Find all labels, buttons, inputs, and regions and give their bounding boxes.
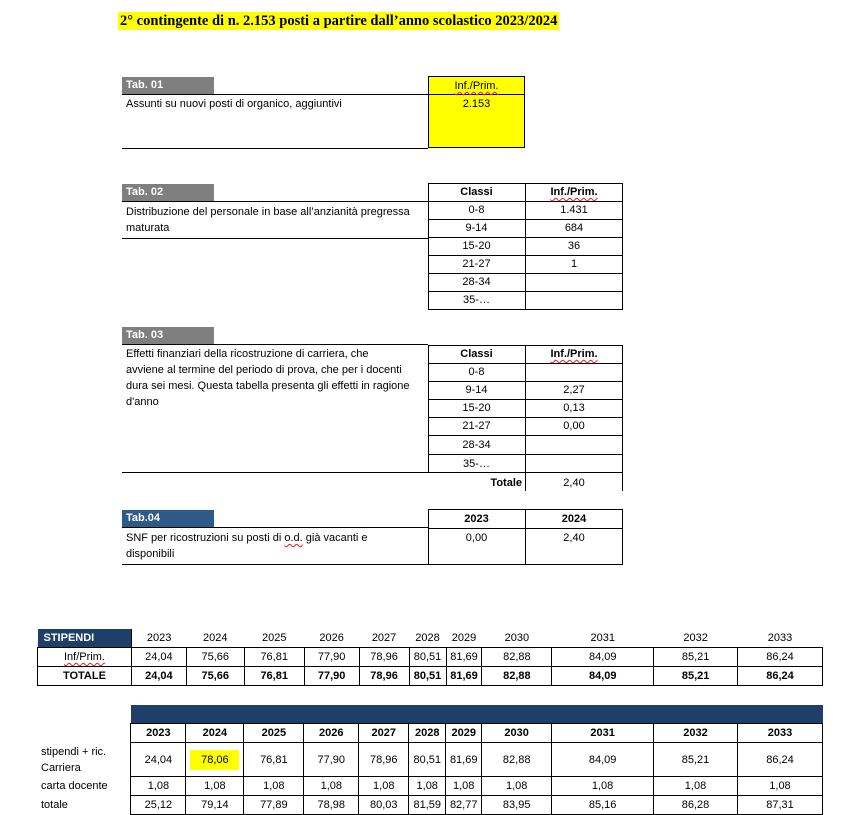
tab02-description-2: maturata: [126, 222, 170, 234]
table-cell: 81,69: [446, 743, 482, 777]
year-header: 2024: [186, 724, 244, 743]
spacer-cell: [37, 724, 131, 743]
tab01-col-header: Inf./Prim.: [454, 80, 499, 92]
table-cell: 81,69: [446, 667, 482, 686]
stipendi-header-row: [38, 629, 823, 648]
tab02-value: 1: [570, 258, 578, 270]
tab01-label: Tab. 01: [122, 77, 214, 94]
year-header: 2031: [590, 632, 615, 644]
year-header: 2025: [261, 632, 287, 644]
row-label-line: stipendi + ric.: [41, 745, 107, 758]
year-header: 2026: [304, 724, 359, 743]
table-cell: 86,24: [738, 648, 823, 667]
table-cell: 84,09: [552, 667, 654, 686]
table-cell: 78,96: [359, 667, 409, 686]
tab04-year: 2024: [561, 513, 587, 525]
year-header: 2032: [654, 724, 738, 743]
tab03-col-classi: Classi: [460, 348, 493, 360]
table-cell: 84,09: [552, 743, 654, 777]
table-cell: 81,69: [446, 648, 482, 667]
tab03-classe: 0-8: [468, 366, 485, 378]
tab03-description-line: d'anno: [126, 396, 159, 408]
table-cell: 77,90: [304, 743, 359, 777]
table-cell: 1,08: [244, 777, 304, 796]
year-header: 2027: [371, 632, 397, 644]
table-cell: 1,08: [186, 777, 244, 796]
tab01-bottom-rule: [122, 148, 428, 149]
year-header: 2023: [131, 724, 186, 743]
year-header: 2033: [767, 632, 793, 644]
tab03-totale-label: Totale: [490, 477, 522, 489]
tab02-classe: 0-8: [468, 204, 485, 216]
summary-year-row: [37, 724, 823, 743]
table-cell: 86,24: [737, 743, 822, 777]
tab02-value: 1.431: [560, 204, 588, 216]
tab03-totale-value: 2,40: [563, 477, 585, 489]
tab01-description: Assunti su nuovi posti di organico, aggiuntivi: [126, 98, 342, 110]
tab03-description-line: Effetti finanziari della ricostruzione di carriera, che: [126, 348, 369, 360]
table-cell: 1,08: [552, 777, 654, 796]
tab02-desc-rule: [122, 201, 428, 202]
tab03-value: 2,27: [563, 384, 585, 396]
table-cell: 86,24: [738, 667, 823, 686]
row-label: TOTALE: [38, 667, 132, 686]
tab02-classe: 9-14: [465, 222, 488, 234]
tab03-bottom-rule: [122, 472, 428, 473]
table-cell: 85,21: [654, 743, 738, 777]
table-cell: 25,12: [131, 796, 186, 815]
table-cell: 77,90: [304, 648, 359, 667]
table-cell: 86,28: [654, 796, 738, 815]
tab03-col-infprim: Inf./Prim.: [550, 348, 598, 360]
table-cell: 1,08: [131, 777, 186, 796]
table-cell: 82,77: [446, 796, 482, 815]
tab01-desc-rule: [122, 94, 428, 95]
stipendi-infprim-row: [38, 648, 823, 667]
table-cell: 78,96: [359, 743, 409, 777]
summary-carta-row: [37, 777, 823, 796]
table-cell: 24,04: [131, 648, 186, 667]
tab02-value: 684: [564, 222, 584, 234]
table-cell: 1,08: [737, 777, 822, 796]
tab04-bottom-rule: [122, 564, 428, 565]
table-cell: 81,59: [409, 796, 446, 815]
tab02-col-infprim: Inf./Prim.: [550, 186, 598, 198]
table-cell: 77,90: [304, 667, 359, 686]
row-label: [37, 743, 131, 777]
year-header: 2030: [504, 632, 530, 644]
table-cell: 85,16: [552, 796, 654, 815]
stipendi-label: STIPENDI: [38, 629, 132, 648]
row-label: totale: [41, 799, 68, 811]
tab04-year: 2023: [464, 513, 489, 525]
tab03-classe: 28-34: [462, 439, 491, 451]
year-header: 2026: [319, 632, 344, 644]
summary-table: [37, 723, 823, 815]
year-header: 2031: [552, 724, 654, 743]
stipendi-totale-row: [38, 667, 823, 686]
tab02-classe: 21-27: [462, 258, 491, 270]
tab03-classe: 21-27: [462, 420, 491, 432]
tab02-classe: 15-20: [462, 240, 491, 252]
tab03-label: Tab. 03: [122, 327, 214, 344]
table-cell: 85,21: [654, 667, 738, 686]
tab03-desc-rule: [122, 344, 428, 345]
page-title: 2° contingente di n. 2.153 posti a partire dall’anno scolastico 2023/2024: [120, 13, 558, 29]
tab01-value: 2.153: [462, 98, 491, 110]
tab02-label: Tab. 02: [122, 184, 214, 201]
tab02-description-1: Distribuzione del personale in base all’anzianità pregressa: [126, 206, 410, 218]
table-cell: 76,81: [244, 743, 304, 777]
tab02-classe: 35-…: [463, 294, 490, 306]
summary-header-band: [131, 705, 823, 723]
table-cell: 24,04: [131, 743, 186, 777]
year-header: 2023: [146, 632, 172, 644]
tab04-description-2: disponibili: [126, 548, 175, 560]
tab03-classe: 15-20: [462, 402, 491, 414]
table-cell: 77,89: [244, 796, 304, 815]
table-cell: 83,95: [482, 796, 552, 815]
table-cell: 1,08: [446, 777, 482, 796]
table-cell: 75,66: [186, 648, 244, 667]
tab03-value: 0,13: [563, 402, 585, 414]
row-label: Inf/Prim.: [38, 648, 132, 667]
tab02-classe: 28-34: [462, 276, 491, 288]
year-header: 2025: [244, 724, 304, 743]
table-cell: 76,81: [244, 648, 304, 667]
table-cell: 1,08: [304, 777, 359, 796]
tab03-value: 0,00: [563, 420, 585, 432]
table-cell: 82,88: [482, 743, 552, 777]
table-cell: 84,09: [552, 648, 654, 667]
tab02-desc-bottom-rule: [122, 238, 428, 239]
table-cell-highlight: [186, 743, 244, 777]
highlight-value: 78,06: [190, 750, 239, 770]
year-header: 2030: [482, 724, 552, 743]
year-header: 2029: [446, 724, 482, 743]
table-cell: 78,98: [304, 796, 359, 815]
tab03-description-line: dura sei mesi. Questa tabella presenta gli effetti in ragione: [126, 380, 410, 392]
table-cell: 76,81: [244, 667, 304, 686]
table-cell: 1,08: [409, 777, 446, 796]
table-cell: 80,51: [409, 667, 446, 686]
table-cell: 85,21: [654, 648, 738, 667]
tab04-desc-rule: [122, 527, 428, 528]
year-header: 2027: [359, 724, 409, 743]
table-cell: 1,08: [359, 777, 409, 796]
table-cell: 24,04: [131, 667, 186, 686]
table-cell: 80,03: [359, 796, 409, 815]
table-cell: 80,51: [409, 743, 446, 777]
table-cell: 82,88: [482, 667, 552, 686]
summary-stipendi-row: [37, 743, 823, 777]
table-cell: 75,66: [186, 667, 244, 686]
year-header: 2029: [451, 632, 477, 644]
tab03-description-line: avviene al termine del periodo di prova, che per i docenti: [126, 364, 402, 376]
stipendi-table: [37, 629, 823, 686]
tab04-description-1: SNF per ricostruzioni su posti di o.d. già vacanti e: [126, 532, 368, 544]
table-cell: 80,51: [409, 648, 446, 667]
year-header: 2032: [683, 632, 708, 644]
table-cell: 82,88: [482, 648, 552, 667]
year-header: 2033: [737, 724, 822, 743]
tab02-value: 36: [567, 240, 581, 252]
year-header: 2028: [409, 724, 446, 743]
tab03-classe: 9-14: [465, 384, 488, 396]
table-cell: 1,08: [654, 777, 738, 796]
row-label: carta docente: [41, 780, 108, 792]
tab02-col-classi: Classi: [460, 186, 493, 198]
table-cell: 87,31: [737, 796, 822, 815]
tab04-value: 2,40: [563, 532, 585, 544]
table-cell: 1,08: [482, 777, 552, 796]
year-header: 2024: [203, 632, 228, 644]
tab03-classe: 35-…: [463, 458, 490, 470]
row-label-line: Carriera: [41, 761, 81, 774]
summary-totale-row: [37, 796, 823, 815]
table-cell: 79,14: [186, 796, 244, 815]
tab04-value: 0,00: [465, 532, 488, 544]
year-header: 2028: [415, 632, 440, 644]
tab04-label: Tab.04: [122, 510, 214, 527]
table-cell: 78,96: [359, 648, 409, 667]
